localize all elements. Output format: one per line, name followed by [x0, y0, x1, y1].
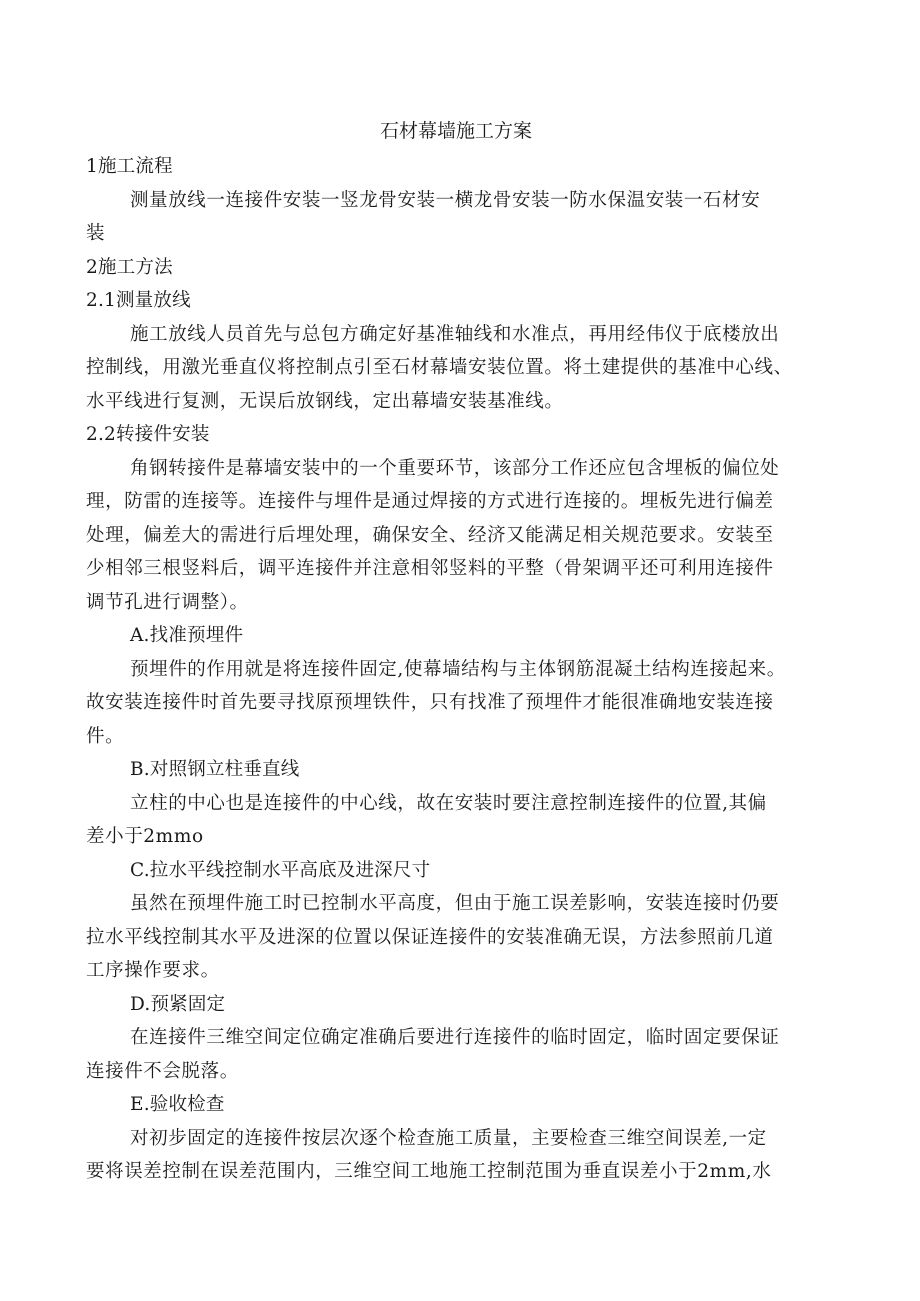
subsection-heading: C.拉水平线控制水平高底及进深尺寸	[130, 859, 431, 881]
paragraph-line: 水平线进行复测，无误后放钢线，定出幕墙安装基准线。	[86, 390, 564, 412]
paragraph-line: 预埋件的作用就是将连接件固定,使幕墙结构与主体钢筋混凝土结构连接起来。	[130, 658, 786, 680]
paragraph-line: 对初步固定的连接件按层次逐个检查施工质量，主要检查三维空间误差,一定	[130, 1127, 767, 1149]
paragraph-line: 故安装连接件时首先要寻找原预埋铁件，只有找准了预埋件才能很准确地安装连接	[86, 692, 774, 713]
paragraph-line: 差小于2mmo	[86, 826, 204, 847]
section-heading: 2.2转接件安装	[86, 424, 210, 445]
paragraph-line: 拉水平线控制其水平及进深的位置以保证连接件的安装准确无误，方法参照前几道	[86, 926, 774, 948]
section-heading: 2.1测量放线	[86, 290, 191, 311]
paragraph-line: 少相邻三根竖料后，调平连接件并注意相邻竖料的平整（骨架调平还可利用连接件	[86, 558, 774, 579]
paragraph-line: 理，防雷的连接等。连接件与埋件是通过焊接的方式进行连接的。埋板先进行偏差	[86, 491, 774, 512]
paragraph-line: 控制线，用激光垂直仪将控制点引至石材幕墙安装位置。将土建提供的基准中心线、	[86, 357, 793, 378]
paragraph-line: 调节孔进行调整）。	[86, 591, 249, 613]
paragraph-line: 工序操作要求。	[86, 960, 220, 981]
subsection-heading: A.找准预埋件	[130, 625, 244, 646]
paragraph-line: 装	[86, 223, 106, 244]
document-body	[86, 150, 826, 1189]
document-page	[86, 116, 826, 1189]
paragraph-line: 立柱的中心也是连接件的中心线，故在安装时要注意控制连接件的位置,其偏	[130, 792, 767, 814]
subsection-heading: E.验收检查	[130, 1094, 225, 1115]
paragraph-line: 角钢转接件是幕墙安装中的一个重要环节，该部分工作还应包含埋板的偏位处	[130, 457, 780, 479]
paragraph-line: 在连接件三维空间定位确定准确后要进行连接件的临时固定，临时固定要保证	[130, 1027, 780, 1048]
document-title: 石材幕墙施工方案	[379, 120, 532, 142]
section-heading: 1施工流程	[86, 156, 173, 177]
section-heading: 2施工方法	[86, 256, 173, 278]
paragraph-line: 要将误差控制在误差范围内，三维空间工地施工控制范围为垂直误差小于2mm,水	[86, 1161, 772, 1182]
subsection-heading: D.预紧固定	[130, 993, 226, 1015]
paragraph-line: 连接件不会脱落。	[86, 1060, 239, 1082]
paragraph-line: 处理，偏差大的需进行后埋处理，确保安全、经济又能满足相关规范要求。安装至	[86, 524, 774, 546]
paragraph-line: 虽然在预埋件施工时已控制水平高度，但由于施工误差影响，安装连接时仍要	[130, 893, 780, 914]
paragraph-line: 件。	[86, 725, 125, 747]
paragraph-line: 施工放线人员首先与总包方确定好基准轴线和水准点，再用经伟仪于底楼放出	[130, 323, 780, 345]
subsection-heading: B.对照钢立柱垂直线	[130, 759, 300, 780]
paragraph-line: 测量放线一连接件安装一竖龙骨安装一横龙骨安装一防水保温安装一石材安	[130, 189, 761, 211]
